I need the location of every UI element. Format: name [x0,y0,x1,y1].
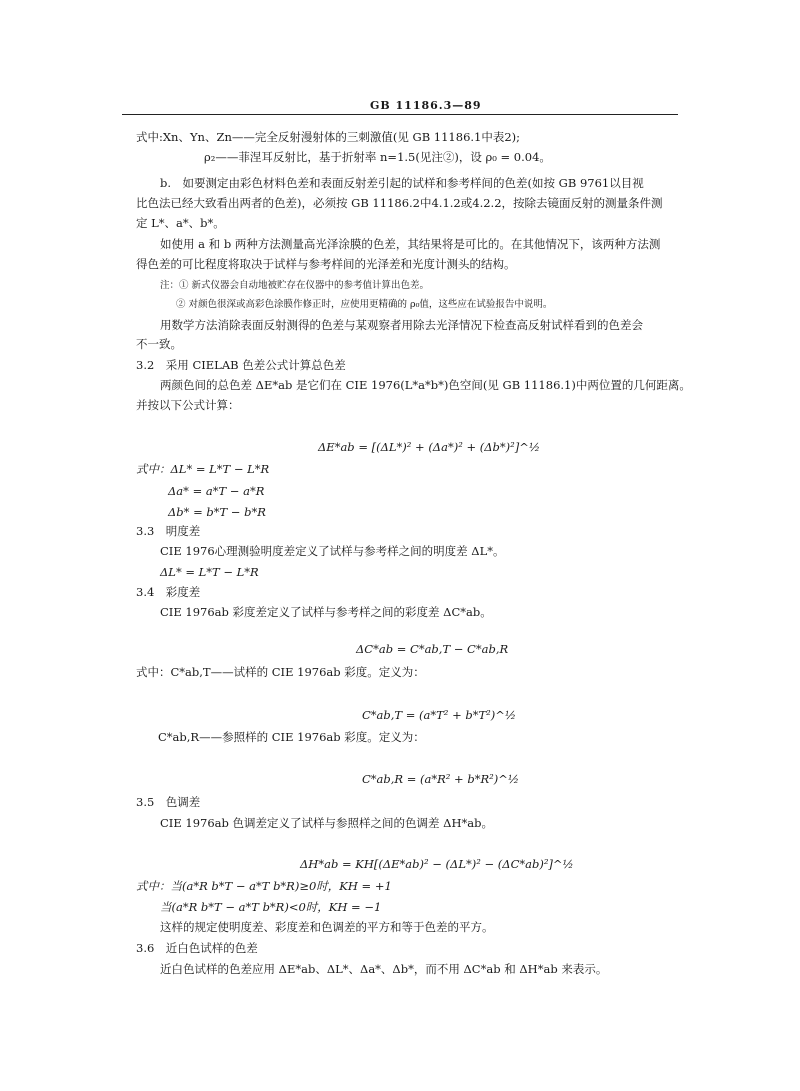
para-math-line2: 不一致。 [136,337,182,351]
para-comparability-line1: 如使用 a 和 b 两种方法测量高光泽涂膜的色差，其结果将是可比的。在其他情况下，该两种方法测 [160,237,661,251]
section-3-2-para2: 并按以下公式计算： [136,398,240,412]
equation-chroma-difference: ΔC*ab = C*ab,T − C*ab,R [356,642,509,656]
section-3-4-para: CIE 1976ab 彩度差定义了试样与参考样之间的彩度差 ΔC*ab。 [160,605,492,619]
para-b-line1: b. 如要测定由彩色材料色差和表面反射差引起的试样和参考样间的色差(如按 GB 9761以目视 [160,176,644,190]
section-3-3-para: CIE 1976心理测验明度差定义了试样与参考样之间的明度差 ΔL*。 [160,544,505,558]
para-b-line3: 定 L*、a*、b*。 [136,216,225,230]
equation-lightness-difference: ΔL* = L*T − L*R [160,565,259,579]
section-3-5-title: 3.5 色调差 [136,795,201,809]
section-3-2-title: 3.2 采用 CIELAB 色差公式计算总色差 [136,358,346,372]
note-1: 注：① 新式仪器会自动地被贮存在仪器中的参考值计算出色差。 [160,280,430,291]
where-chroma-reference: C*ab,R——参照样的 CIE 1976ab 彩度。定义为： [158,730,425,744]
para-math-line1: 用数学方法消除表面反射测得的色差与某观察者用除去光泽情况下检查高反射试样看到的色差会 [160,318,643,332]
equation-chroma-reference: C*ab,R = (a*R² + b*R²)^½ [362,772,519,786]
section-3-6-para: 近白色试样的色差应用 ΔE*ab、ΔL*、Δa*、Δb*，而不用 ΔC*ab 和 ΔH*ab 来表示。 [160,962,608,976]
header-rule [122,114,678,115]
equation-hue-difference: ΔH*ab = KH[(ΔE*ab)² − (ΔL*)² − (ΔC*ab)²]^½ [300,857,574,871]
para-where-tristimulus: 式中:Xn、Yn、Zn——完全反射漫射体的三刺激值(见 GB 11186.1中表2); [136,130,521,144]
where-kh-negative: 当(a*R b*T − a*T b*R)<0时，KH = −1 [160,900,382,914]
section-3-5-para2: 这样的规定使明度差、彩度差和色调差的平方和等于色差的平方。 [160,920,494,934]
para-fresnel: ρ₂——菲涅耳反射比，基于折射率 n=1.5(见注②)，设 ρ₀ = 0.04。 [204,150,551,164]
equation-total-color-difference: ΔE*ab = [(ΔL*)² + (Δa*)² + (Δb*)²]^½ [318,440,541,454]
where-delta-l: 式中：ΔL* = L*T − L*R [136,462,270,476]
standard-number-header: GB 11186.3—89 [370,99,482,112]
section-3-2-para1: 两颜色间的总色差 ΔE*ab 是它们在 CIE 1976(L*a*b*)色空间(见 GB 11186.1)中两位置的几何距离。 [160,378,691,392]
section-3-6-title: 3.6 近白色试样的色差 [136,941,258,955]
where-kh-positive: 式中：当(a*R b*T − a*T b*R)≥0时，KH = +1 [136,879,392,893]
note-2: ② 对颜色很深或高彩色涂膜作修正时，应使用更精确的 ρ₀值，这些应在试验报告中说明。 [176,299,553,310]
where-chroma-test: 式中：C*ab,T——试样的 CIE 1976ab 彩度。定义为： [136,665,425,679]
where-delta-b: Δb* = b*T − b*R [168,505,266,519]
para-b-line2: 比色法已经大致看出两者的色差)，必须按 GB 11186.2中4.1.2或4.2.2，按除去镜面反射的测量条件测 [136,196,663,210]
section-3-5-para: CIE 1976ab 色调差定义了试样与参照样之间的色调差 ΔH*ab。 [160,816,493,830]
section-3-4-title: 3.4 彩度差 [136,585,201,599]
equation-chroma-test: C*ab,T = (a*T² + b*T²)^½ [362,708,517,722]
where-delta-a: Δa* = a*T − a*R [168,484,265,498]
section-3-3-title: 3.3 明度差 [136,524,201,538]
para-comparability-line2: 得色差的可比程度将取决于试样与参考样间的光泽差和光度计测头的结构。 [136,257,516,271]
